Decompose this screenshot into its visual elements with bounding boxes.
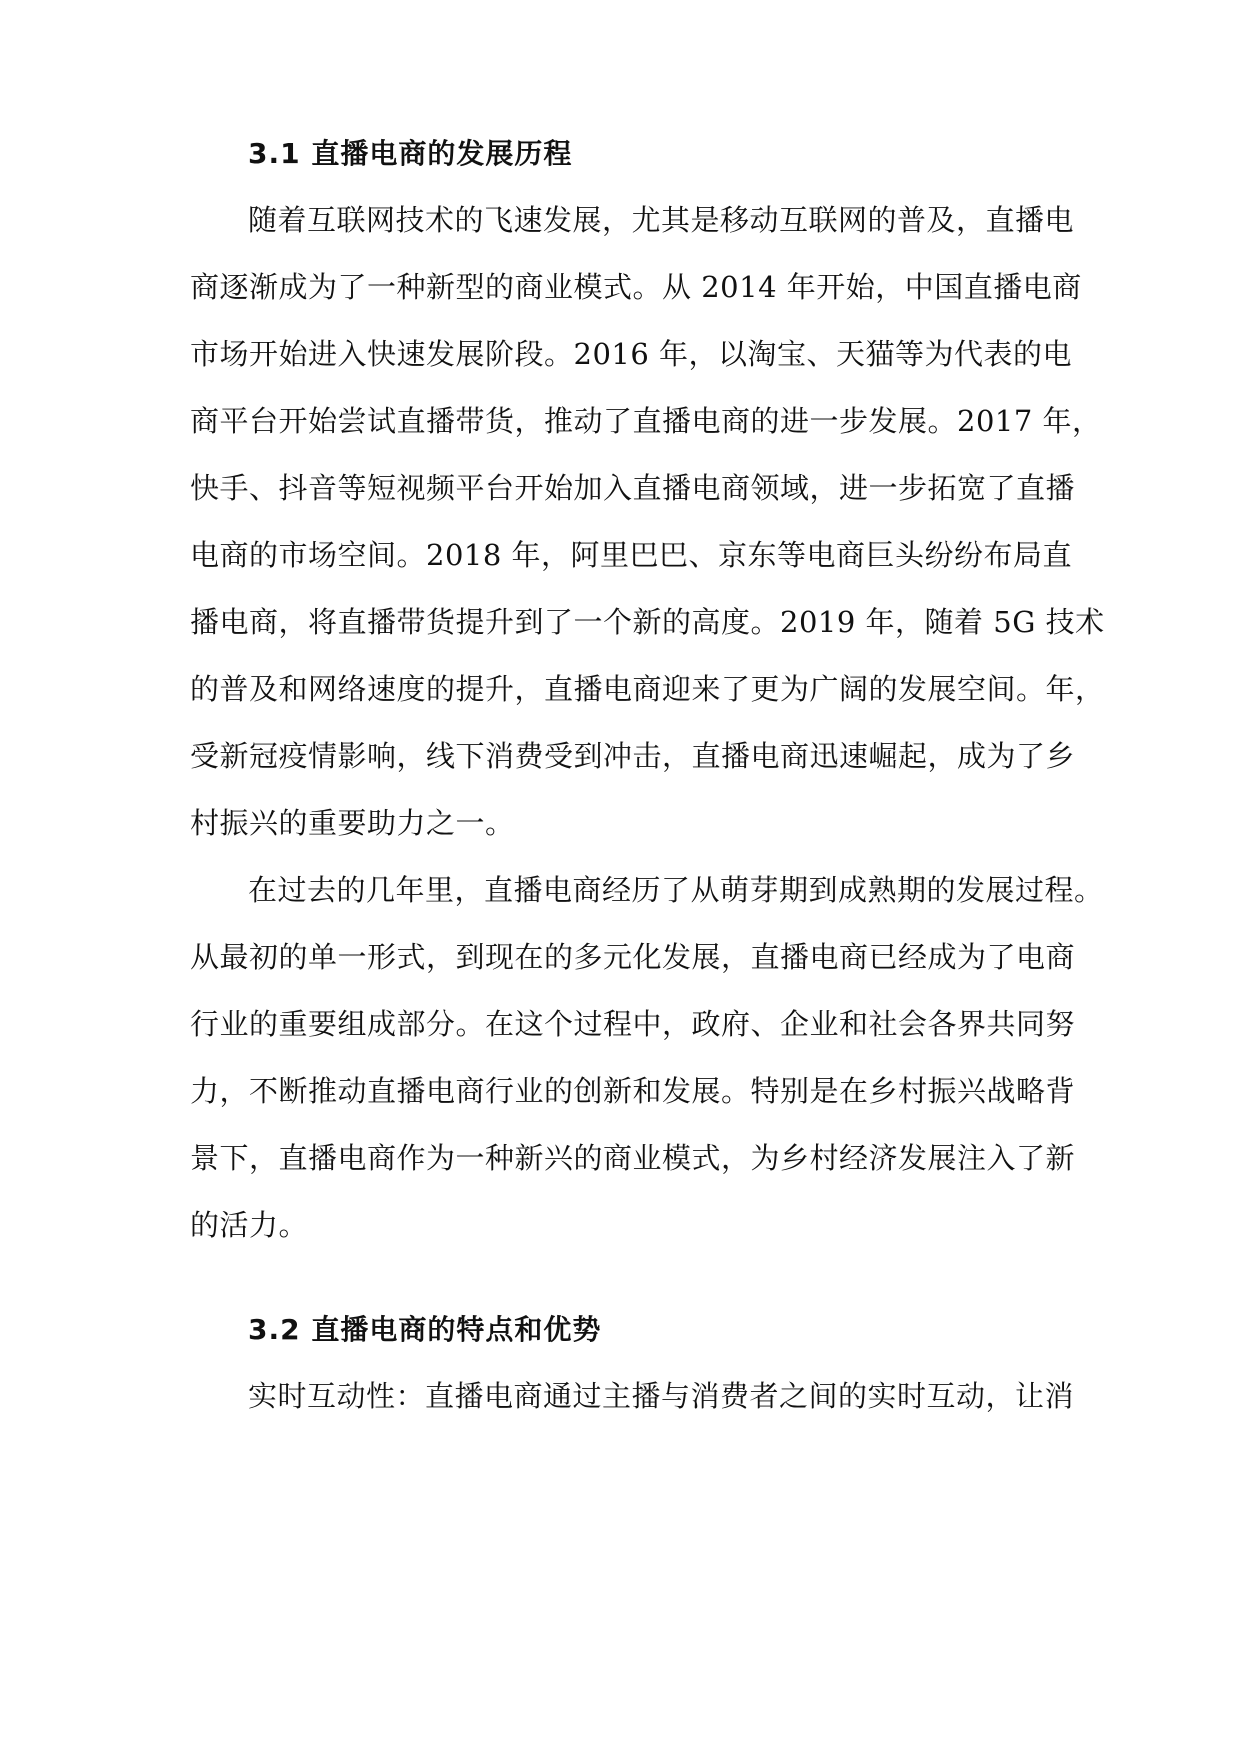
paragraph-line: 实时互动性：直播电商通过主播与消费者之间的实时互动，让消 [248, 1379, 1075, 1413]
paragraph-line: 播电商，将直播带货提升到了一个新的高度。2019 年，随着 5G 技术 [190, 605, 1105, 639]
paragraph-line: 行业的重要组成部分。在这个过程中，政府、企业和社会各界共同努 [190, 1007, 1076, 1041]
paragraph-line: 从最初的单一形式，到现在的多元化发展，直播电商已经成为了电商 [190, 940, 1076, 974]
paragraph-line: 的普及和网络速度的提升，直播电商迎来了更为广阔的发展空间。年， [190, 672, 1105, 706]
section-heading-3-1: 3.1 直播电商的发展历程 [248, 137, 573, 170]
paragraph-line: 村振兴的重要助力之一。 [190, 806, 515, 840]
paragraph-line: 随着互联网技术的飞速发展，尤其是移动互联网的普及，直播电 [248, 203, 1075, 237]
paragraph-line: 商平台开始尝试直播带货，推动了直播电商的进一步发展。2017 年， [190, 404, 1102, 438]
paragraph-line: 商逐渐成为了一种新型的商业模式。从 2014 年开始，中国直播电商 [190, 270, 1082, 304]
paragraph-line: 市场开始进入快速发展阶段。2016 年，以淘宝、天猫等为代表的电 [190, 337, 1073, 371]
paragraph-line: 在过去的几年里，直播电商经历了从萌芽期到成熟期的发展过程。 [248, 873, 1104, 907]
paragraph-line: 的活力。 [190, 1208, 309, 1242]
paragraph-line: 力，不断推动直播电商行业的创新和发展。特别是在乡村振兴战略背 [190, 1074, 1076, 1108]
section-heading-3-2: 3.2 直播电商的特点和优势 [248, 1313, 602, 1346]
paragraph-line: 受新冠疫情影响，线下消费受到冲击，直播电商迅速崛起，成为了乡 [190, 739, 1076, 773]
paragraph-line: 景下，直播电商作为一种新兴的商业模式，为乡村经济发展注入了新 [190, 1141, 1076, 1175]
paragraph-line: 快手、抖音等短视频平台开始加入直播电商领域，进一步拓宽了直播 [190, 471, 1076, 505]
paragraph-line: 电商的市场空间。2018 年，阿里巴巴、京东等电商巨头纷纷布局直 [190, 538, 1073, 572]
